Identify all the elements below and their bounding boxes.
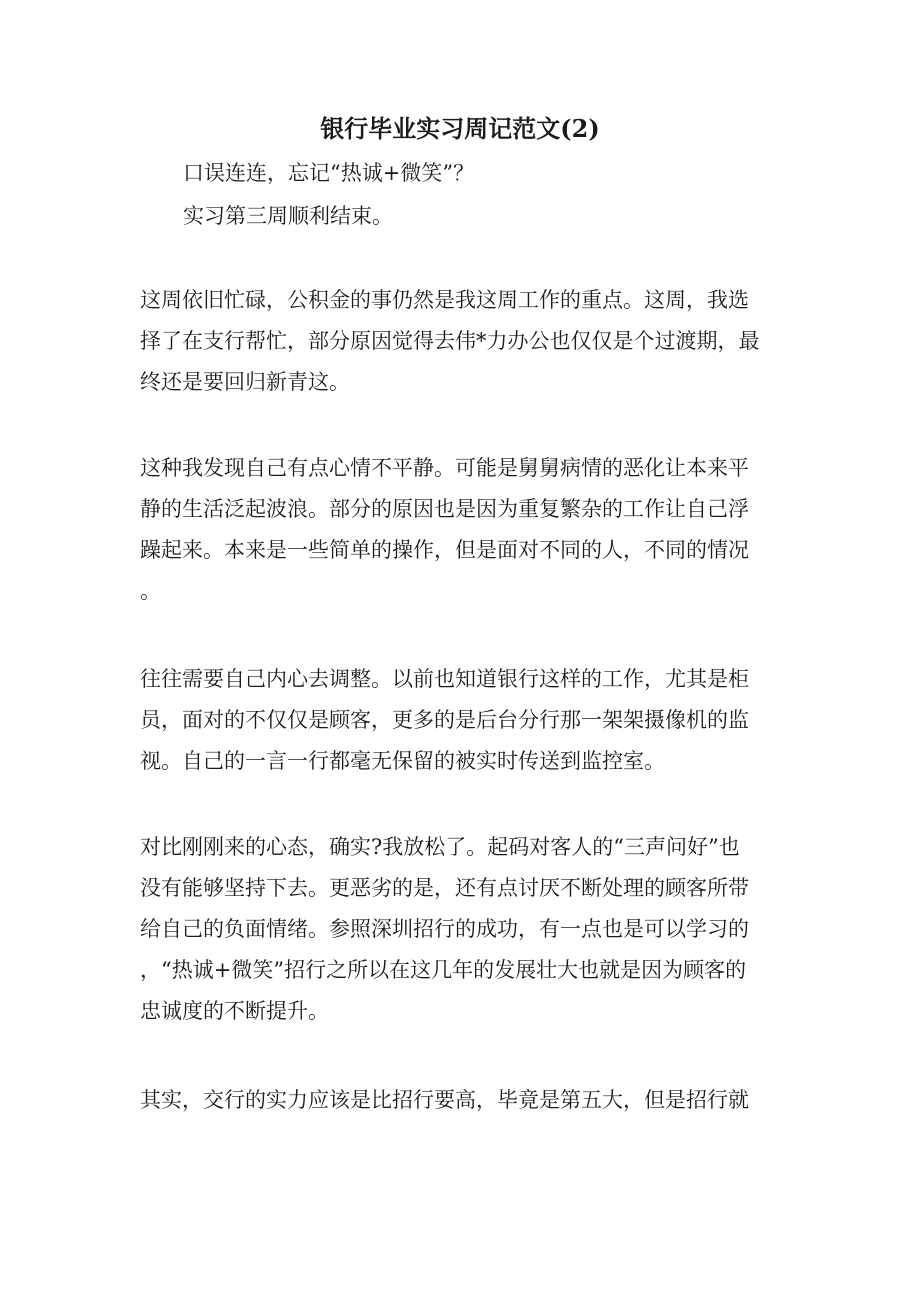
paragraph-line: 其实，交行的实力应该是比招行要高，毕竟是第五大，但是招行就	[140, 1088, 749, 1112]
paragraph-line: 。	[140, 579, 161, 603]
paragraph-line: 对比刚刚来的心态，确实?我放松了。起码对客人的“三声问好”也	[140, 835, 740, 859]
paragraph-line: 躁起来。本来是一些简单的操作，但是面对不同的人，不同的情况	[140, 538, 749, 562]
paragraph-line: 忠诚度的不断提升。	[140, 999, 329, 1023]
paragraph-line: 这种我发现自己有点心情不平静。可能是舅舅病情的恶化让本来平	[140, 456, 749, 480]
paragraph-line: 这周依旧忙碌，公积金的事仍然是我这周工作的重点。这周，我选	[140, 288, 749, 312]
paragraph-1	[140, 280, 780, 403]
paragraph-line: 给自己的负面情绪。参照深圳招行的成功，有一点也是可以学习的	[140, 917, 749, 941]
paragraph-line: 往往需要自己内心去调整。以前也知道银行这样的工作，尤其是柜	[140, 667, 749, 691]
document-title: 银行毕业实习周记范文(2)	[320, 114, 600, 143]
paragraph-line: ，“热诚+微笑”招行之所以在这几年的发展壮大也就是因为顾客的	[140, 958, 747, 982]
paragraph-line: 没有能够坚持下去。更恶劣的是，还有点讨厌不断处理的顾客所带	[140, 876, 749, 900]
paragraph-line: 员，面对的不仅仅是顾客，更多的是后台分行那一架架摄像机的监	[140, 708, 749, 732]
paragraph-5	[140, 1080, 780, 1121]
paragraph-line: 终还是要回归新青这。	[140, 370, 350, 394]
paragraph-3	[140, 659, 780, 782]
intro-line-1: 口误连连，忘记“热诚+微笑”？	[183, 161, 475, 185]
paragraph-line: 择了在支行帮忙，部分原因觉得去伟*力办公也仅仅是个过渡期，最	[140, 329, 760, 353]
paragraph-line: 视。自己的一言一行都毫无保留的被实时传送到监控室。	[140, 749, 665, 773]
paragraph-4	[140, 827, 780, 1032]
paragraph-line: 静的生活泛起波浪。部分的原因也是因为重复繁杂的工作让自己浮	[140, 497, 749, 521]
paragraph-2	[140, 448, 780, 612]
intro-line-2: 实习第三周顺利结束。	[183, 204, 393, 228]
